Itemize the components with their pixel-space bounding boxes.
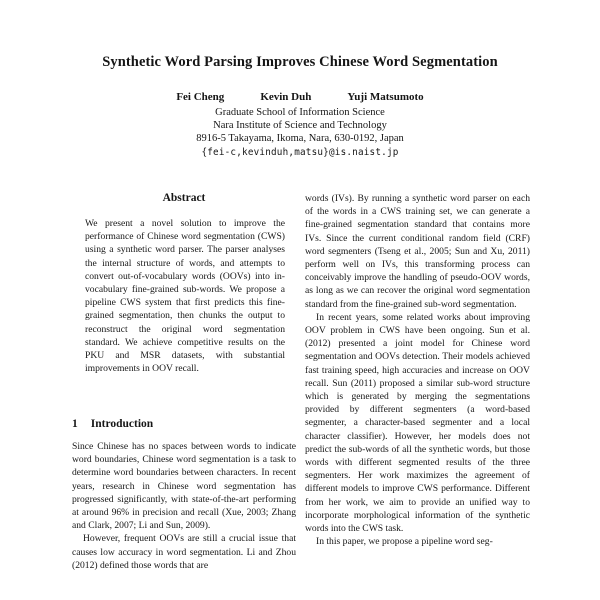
affiliation-address: 8916-5 Takayama, Ikoma, Nara, 630-0192, Japan (196, 133, 404, 144)
paragraph: words (IVs). By running a synthetic word parser on each of the words in a CWS training set, we can generate a fine-grained segmentation standard that contains more IVs. Since the current conditional random field (CRF) word segmenters (Tseng et al., 2005; Sun and Xu, 2011) perform well on IVs, this transforming process can conceivably improve the handling of pseudo-OOV words, as long as we can recover the original word segmentation standard from the fine-grained sub-word segmentation. (305, 193, 530, 310)
affiliation-institute: Nara Institute of Science and Technology (213, 120, 387, 131)
paragraph: Since Chinese has no spaces between words to indicate word boundaries, Chinese word segmentation is a task to determine word boundaries between characters. In recent years, research in Chinese word segmentation has progressed significantly, with state-of-the-art performing at around 96% in precision and recall (Xue, 2003; Zhang and Clark, 2007; Li and Sun, 2009). (72, 441, 296, 532)
author-line (0, 91, 600, 103)
section-title: Introduction (90, 418, 154, 430)
abstract-text: We present a novel solution to improve the performance of Chinese word segmentation (CWS) using a synthetic word parser. The parser analyses the internal structure of words, and attempts to convert out-of-vocabulary words (OOVs) into in-vocabulary fine-grained sub-words. We propose a pipeline CWS system that first predicts this fine-grained segmentation, then chunks the output to reconstruct the original word segmentation standard. We achieve competitive results on the PKU and MSR datasets, with substantial improvements in OOV recall. (85, 218, 285, 375)
paper-header (0, 54, 600, 158)
email-line: {fei-c,kevinduh,matsu}@is.naist.jp (201, 147, 399, 158)
abstract-heading: Abstract (162, 192, 206, 204)
two-column-body (72, 192, 530, 572)
paragraph: In this paper, we propose a pipeline word seg- (316, 536, 493, 548)
author-name: Kevin Duh (260, 91, 312, 103)
left-column (72, 192, 296, 572)
paper-title: Synthetic Word Parsing Improves Chinese Word Segmentation (102, 54, 498, 70)
section-heading-introduction (72, 418, 296, 430)
right-column (305, 192, 530, 572)
paragraph: However, frequent OOVs are still a crucial issue that causes low accuracy in word segmentation. Li and Zhou (2012) defined those words that are (72, 533, 296, 571)
affiliation-school: Graduate School of Information Science (215, 107, 385, 118)
section-number: 1 (72, 418, 78, 430)
paragraph: In recent years, some related works about improving OOV problem in CWS have been ongoing. Sun et al. (2012) presented a joint model for Chinese word segmentation and OOVs detection. Their models achieved fast training speed, high accuracies and increase on OOV recall. Sun (2011) proposed a similar sub-word structure which is generated by merging the segmentations provided by different segmenters (a word-based segmenter, a character-based segmenter and a local character classifier). However, her models does not predict the sub-words of all the synthetic words, but those words with different segmented results of the three segmenters. Her work maximizes the agreement of different models to improve CWS performance. Different from her work, we aim to provide an unified way to incorporate morphological information of the synthetic words into the CWS task. (305, 311, 530, 535)
author-name: Fei Cheng (176, 91, 225, 103)
author-name: Yuji Matsumoto (347, 91, 424, 103)
